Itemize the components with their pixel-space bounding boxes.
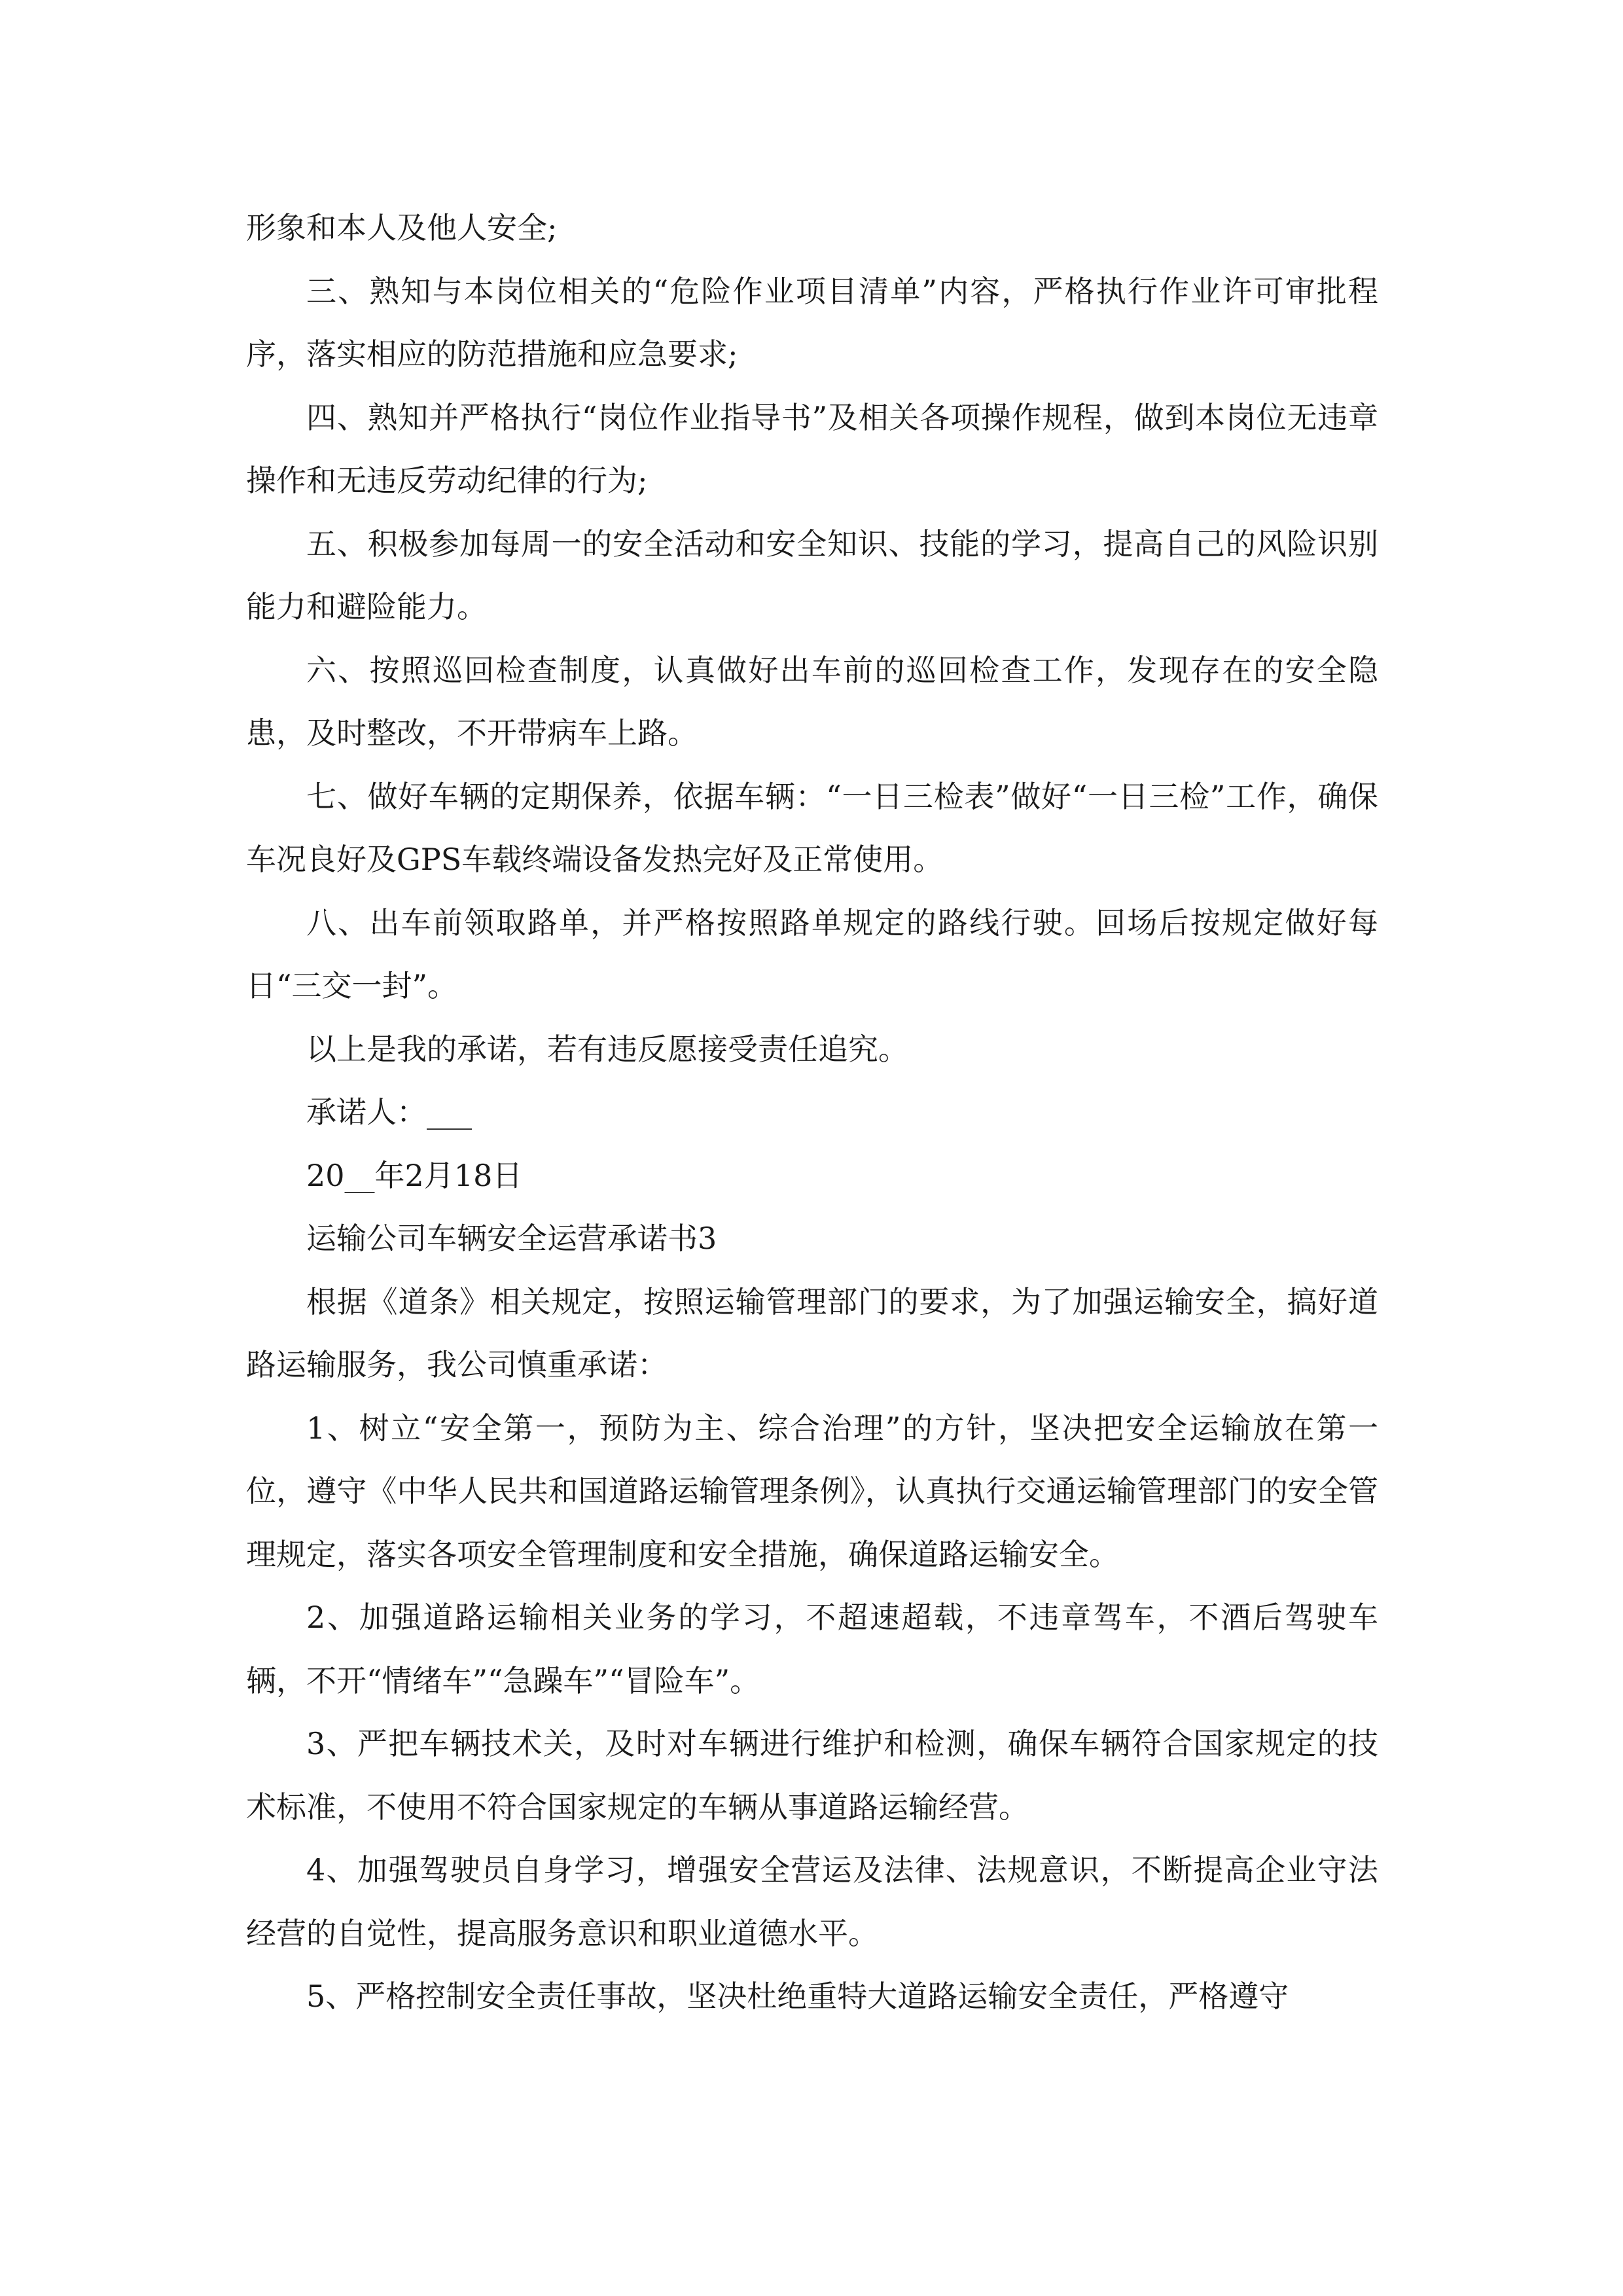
signatory-line: 承诺人：___: [306, 1094, 472, 1130]
paragraph-1: 形象和本人及他人安全;: [246, 210, 558, 245]
paragraph-6: 七、做好车辆的定期保养，依据车辆：“一日三检表”做好“一日三检”工作，确保车况良好及GPS车载终端设备发热完好及正常使用。: [246, 778, 1378, 877]
paragraph-3: 四、熟知并严格执行“岗位作业指导书”及相关各项操作规程，做到本岗位无违章操作和无违反劳动纪律的行为;: [246, 399, 1378, 498]
paragraph-13: 1、树立“安全第一，预防为主、综合治理”的方针，坚决把安全运输放在第一位，遵守《中华人民共和国道路运输管理条例》，认真执行交通运输管理部门的安全管理规定，落实各项安全管理制度和安全措施，确保道路运输安全。: [246, 1410, 1378, 1572]
paragraph-14: 2、加强道路运输相关业务的学习，不超速超载，不违章驾车，不酒后驾驶车辆，不开“情绪车”“急躁车”“冒险车”。: [246, 1600, 1378, 1698]
paragraph-5: 六、按照巡回检查制度，认真做好出车前的巡回检查工作，发现存在的安全隐患，及时整改，不开带病车上路。: [246, 652, 1378, 751]
paragraph-2: 三、熟知与本岗位相关的“危险作业项目清单”内容，严格执行作业许可审批程序，落实相应的防范措施和应急要求;: [246, 273, 1378, 372]
paragraph-7: 八、出车前领取路单，并严格按照路单规定的路线行驶。回场后按规定做好每日“三交一封”。: [246, 905, 1378, 1003]
paragraph-8: 以上是我的承诺，若有违反愿接受责任追究。: [306, 1031, 908, 1067]
paragraph-4: 五、积极参加每周一的安全活动和安全知识、技能的学习，提高自己的风险识别能力和避险能力。: [246, 526, 1378, 624]
paragraph-16: 4、加强驾驶员自身学习，增强安全营运及法律、法规意识，不断提高企业守法经营的自觉性，提高服务意识和职业道德水平。: [246, 1852, 1378, 1951]
document-body: [246, 196, 1378, 2028]
paragraph-17: 5、严格控制安全责任事故，坚决杜绝重特大道路运输安全责任，严格遵守: [306, 1979, 1289, 2014]
paragraph-15: 3、严把车辆技术关，及时对车辆进行维护和检测，确保车辆符合国家规定的技术标准，不使用不符合国家规定的车辆从事道路运输经营。: [246, 1726, 1378, 1825]
paragraph-12: 根据《道条》相关规定，按照运输管理部门的要求，为了加强运输安全，搞好道路运输服务，我公司慎重承诺：: [246, 1283, 1378, 1382]
section-title: 运输公司车辆安全运营承诺书3: [306, 1221, 717, 1256]
date-line: 20__年2月18日: [306, 1157, 523, 1193]
